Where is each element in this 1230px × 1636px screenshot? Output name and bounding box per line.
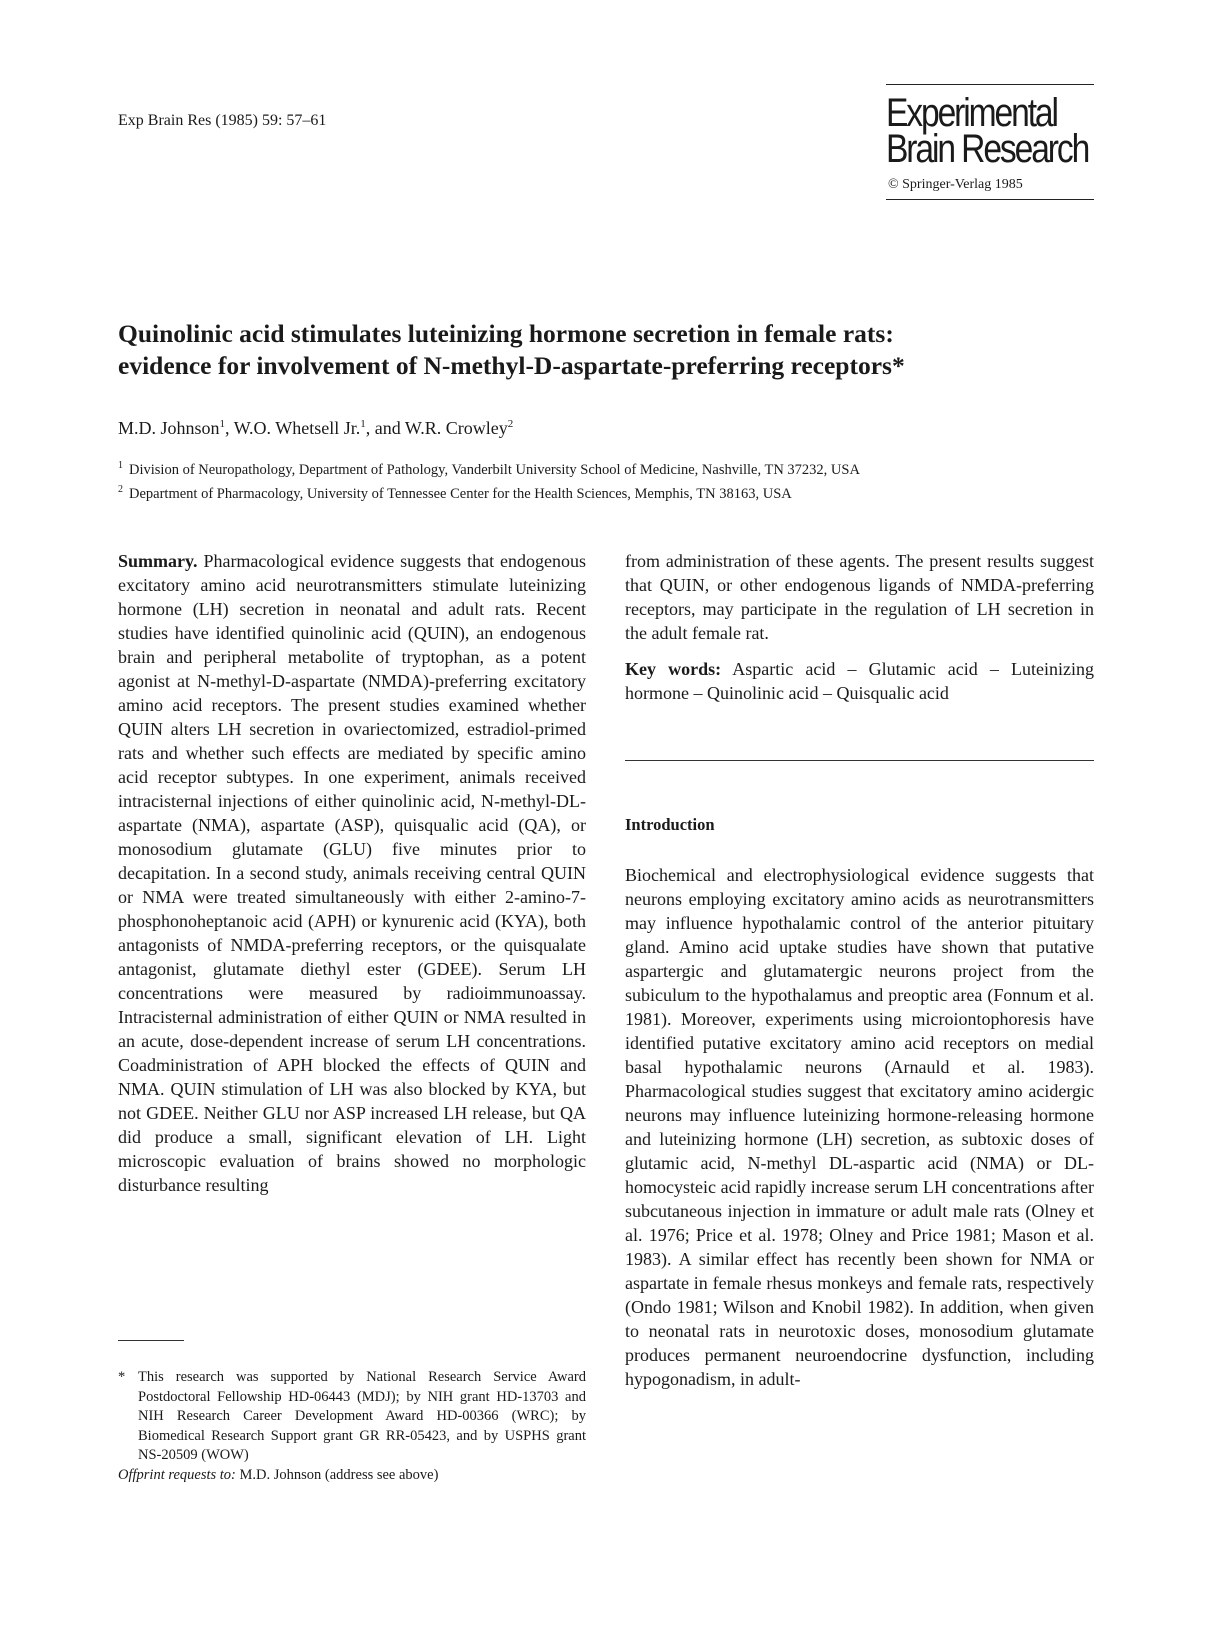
copyright-notice: © Springer-Verlag 1985 xyxy=(888,177,1023,192)
introduction-heading: Introduction xyxy=(625,815,715,834)
section-divider xyxy=(625,760,1094,761)
article-title xyxy=(118,318,1118,382)
journal-citation: Exp Brain Res (1985) 59: 57–61 xyxy=(118,112,327,129)
author-separator: , xyxy=(225,418,234,438)
keywords-text: Aspartic acid – Glutamic acid – Luteinizing hormone – Quinolinic acid – Quisqualic acid xyxy=(625,659,1094,703)
affiliation-mark: 1 xyxy=(118,460,123,471)
footnote xyxy=(118,1368,586,1485)
summary-column xyxy=(118,549,586,1197)
summary-continuation: from administration of these agents. The present results suggest that QUIN, or other endogenous ligands of NMDA-preferring receptors, may participate in the regulation of LH secretion in the adult female rat. xyxy=(625,551,1094,643)
offprint-text: M.D. Johnson (address see above) xyxy=(239,1466,439,1483)
affiliation-item xyxy=(118,456,860,480)
author-name: W.R. Crowley xyxy=(404,418,508,438)
summary-paragraph xyxy=(118,549,586,1197)
keywords-label: Key words: xyxy=(625,659,722,679)
title-line-2: evidence for involvement of N-methyl-D-aspartate-preferring receptors* xyxy=(118,351,905,380)
affiliation-text: Department of Pharmacology, University of Tennessee Center for the Health Sciences, Memphis, TN 38163, USA xyxy=(129,485,792,502)
masthead-rule-top xyxy=(886,84,1094,85)
summary-text: Pharmacological evidence suggests that endogenous excitatory amino acid neurotransmitters stimulate luteinizing hormone (LH) secretion in neonatal and adult rats. Recent studies have identified quinolinic acid (QUIN), an endogenous brain and peripheral metabolite of tryptophan, as a potent agonist at N-methyl-D-aspartate (NMDA)-preferring excitatory amino acid receptors. The present studies examined whether QUIN alters LH secretion in ovariectomized, estradiol-primed rats and whether such effects are mediated by specific amino acid receptor subtypes. In one experiment, animals received intracisternal injections of either quinolinic acid, N-methyl-DL-aspartate (NMA), aspartate (ASP), quisqualic acid (QA), or monosodium glutamate (GLU) five minutes prior to decapitation. In a second study, animals receiving central QUIN or NMA were treated simultaneously with either 2-amino-7-phosphonoheptanoic acid (APH) or kynurenic acid (KYA), both antagonists of NMDA-preferring receptors, or the quisqualate antagonist, glutamate diethyl ester (GDEE). Serum LH concentrations were measured by radioimmunoassay. Intracisternal administration of either QUIN or NMA resulted in an acute, dose-dependent increase of serum LH concentrations. Coadministration of APH blocked the effects of QUIN and NMA. QUIN stimulation of LH was also blocked by KYA, but not GDEE. Neither GLU nor ASP increased LH release, but QA did produce a small, significant elevation of LH. Light microscopic evaluation of brains showed no morphologic disturbance resulting xyxy=(118,551,586,1195)
summary-label: Summary. xyxy=(118,551,198,571)
journal-name-line2: Brain Research xyxy=(886,127,1089,171)
affiliations xyxy=(118,456,860,504)
funding-footnote xyxy=(118,1368,586,1466)
title-line-1: Quinolinic acid stimulates luteinizing hormone secretion in female rats: xyxy=(118,319,894,348)
author-affiliation-mark: 2 xyxy=(507,418,514,430)
author-list xyxy=(118,418,513,439)
funding-text: This research was supported by National Research Service Award Postdoctoral Fellowship HD-06443 (MDJ); by NIH grant HD-13703 and NIH Research Career Development Award HD-00366 (WRC); by Biomedical Research Support grant GR RR-05423, and by USPHS grant NS-20509 (WOW) xyxy=(138,1369,586,1463)
introduction-text: Biochemical and electrophysiological evidence suggests that neurons employing excitatory amino acids as neurotransmitters may influence hypothalamic control of the anterior pituitary gland. Amino acid uptake studies have shown that putative aspartergic and glutamatergic neurons project from the subiculum to the hypothalamus and preoptic area (Fonnum et al. 1981). Moreover, experiments using microiontophoresis have identified putative excitatory amino acid receptors on medial basal hypothalamic neurons (Arnauld et al. 1983). Pharmacological studies suggest that excitatory amino acidergic neurons may influence luteinizing hormone-releasing hormone and luteinizing hormone (LH) secretion, as subtoxic doses of glutamic acid, N-methyl DL-aspartic acid (NMA) or DL-homocysteic acid rapidly increase serum LH concentrations after subcutaneous injection in immature or adult male rats (Olney et al. 1976; Price et al. 1978; Olney and Price 1981; Mason et al. 1983). A similar effect has recently been shown for NMA or aspartate in female rhesus monkeys and female rats, respectively (Ondo 1981; Wilson and Knobil 1982). In addition, when given to neonatal rats in neurotoxic doses, monosodium glutamate produces permanent neuroendocrine dysfunction, including hypogonadism, in adult- xyxy=(625,865,1094,1389)
author-name: M.D. Johnson xyxy=(118,418,220,438)
author-affiliation-mark: 1 xyxy=(360,418,366,430)
keywords xyxy=(625,657,1094,705)
journal-logo xyxy=(886,91,1089,171)
journal-name-line1: Experimental xyxy=(886,91,1057,135)
author-name: W.O. Whetsell Jr. xyxy=(233,418,361,438)
summary-continuation-column xyxy=(625,549,1094,705)
affiliation-mark: 2 xyxy=(118,483,123,495)
offprint-label: Offprint requests to: xyxy=(118,1466,236,1483)
journal-masthead xyxy=(886,84,1094,200)
affiliation-item xyxy=(118,480,860,504)
footnote-mark: * xyxy=(118,1369,126,1385)
masthead-rule-bottom xyxy=(886,199,1094,200)
author-separator: , and xyxy=(365,418,405,438)
affiliation-text: Division of Neuropathology, Department of Pathology, Vanderbilt University School of Medicine, Nashville, TN 37232, USA xyxy=(129,461,860,478)
footnote-rule xyxy=(118,1340,184,1341)
author-affiliation-mark: 1 xyxy=(219,418,226,430)
offprint-note xyxy=(118,1466,586,1486)
